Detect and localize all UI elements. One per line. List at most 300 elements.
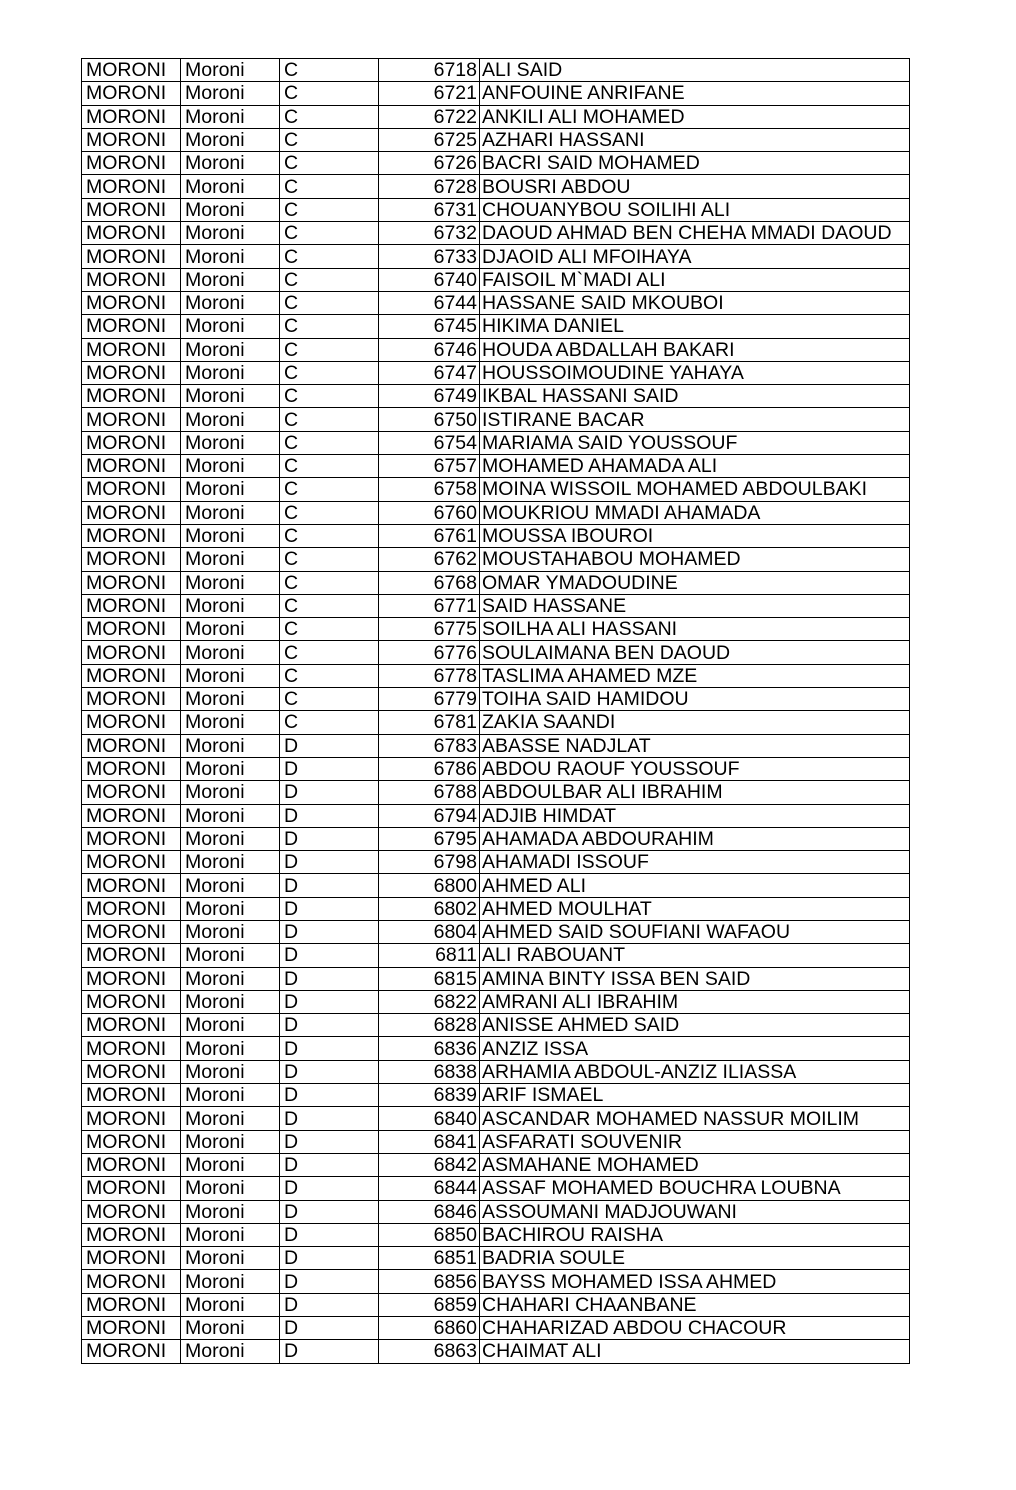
series-cell: D	[280, 874, 379, 897]
name-cell: AMINA BINTY ISSA BEN SAID	[480, 967, 910, 990]
region-cell: MORONI	[82, 1060, 181, 1083]
region-cell: MORONI	[82, 1153, 181, 1176]
number-cell: 6725	[379, 128, 480, 151]
city-cell: Moroni	[181, 618, 280, 641]
number-cell: 6856	[379, 1270, 480, 1293]
number-cell: 6846	[379, 1200, 480, 1223]
table-row	[82, 920, 910, 943]
region-cell: MORONI	[82, 478, 181, 501]
series-cell: C	[280, 641, 379, 664]
series-cell: C	[280, 291, 379, 314]
city-cell: Moroni	[181, 1107, 280, 1130]
number-cell: 6733	[379, 245, 480, 268]
number-cell: 6860	[379, 1317, 480, 1340]
series-cell: D	[280, 1200, 379, 1223]
table-row	[82, 361, 910, 384]
name-cell: BOUSRI ABDOU	[480, 175, 910, 198]
table-row	[82, 501, 910, 524]
series-cell: C	[280, 105, 379, 128]
series-cell: C	[280, 664, 379, 687]
region-cell: MORONI	[82, 827, 181, 850]
name-cell: ASFARATI SOUVENIR	[480, 1130, 910, 1153]
series-cell: D	[280, 920, 379, 943]
series-cell: C	[280, 268, 379, 291]
name-cell: BADRIA SOULE	[480, 1247, 910, 1270]
number-cell: 6795	[379, 827, 480, 850]
series-cell: C	[280, 455, 379, 478]
table-row	[82, 1293, 910, 1316]
name-cell: ABASSE NADJLAT	[480, 734, 910, 757]
region-cell: MORONI	[82, 757, 181, 780]
table-row	[82, 478, 910, 501]
region-cell: MORONI	[82, 618, 181, 641]
name-cell: MOUKRIOU MMADI AHAMADA	[480, 501, 910, 524]
table-row	[82, 664, 910, 687]
region-cell: MORONI	[82, 152, 181, 175]
name-cell: ALI RABOUANT	[480, 944, 910, 967]
region-cell: MORONI	[82, 1084, 181, 1107]
name-cell: ASMAHANE MOHAMED	[480, 1153, 910, 1176]
series-cell: D	[280, 804, 379, 827]
name-cell: ABDOULBAR ALI IBRAHIM	[480, 781, 910, 804]
city-cell: Moroni	[181, 804, 280, 827]
city-cell: Moroni	[181, 851, 280, 874]
city-cell: Moroni	[181, 524, 280, 547]
city-cell: Moroni	[181, 1317, 280, 1340]
table-row	[82, 82, 910, 105]
city-cell: Moroni	[181, 1340, 280, 1363]
city-cell: Moroni	[181, 128, 280, 151]
region-cell: MORONI	[82, 1270, 181, 1293]
city-cell: Moroni	[181, 385, 280, 408]
city-cell: Moroni	[181, 1223, 280, 1246]
table-row	[82, 105, 910, 128]
city-cell: Moroni	[181, 455, 280, 478]
city-cell: Moroni	[181, 245, 280, 268]
number-cell: 6775	[379, 618, 480, 641]
series-cell: C	[280, 198, 379, 221]
number-cell: 6800	[379, 874, 480, 897]
number-cell: 6838	[379, 1060, 480, 1083]
series-cell: D	[280, 1153, 379, 1176]
name-cell: HASSANE SAID MKOUBOI	[480, 291, 910, 314]
number-cell: 6768	[379, 571, 480, 594]
city-cell: Moroni	[181, 315, 280, 338]
city-cell: Moroni	[181, 711, 280, 734]
city-cell: Moroni	[181, 198, 280, 221]
series-cell: C	[280, 548, 379, 571]
city-cell: Moroni	[181, 897, 280, 920]
name-cell: SAID HASSANE	[480, 594, 910, 617]
number-cell: 6842	[379, 1153, 480, 1176]
number-cell: 6851	[379, 1247, 480, 1270]
region-cell: MORONI	[82, 548, 181, 571]
region-cell: MORONI	[82, 688, 181, 711]
table-row	[82, 268, 910, 291]
name-cell: BACRI SAID MOHAMED	[480, 152, 910, 175]
number-cell: 6732	[379, 222, 480, 245]
name-cell: CHAHARI CHAANBANE	[480, 1293, 910, 1316]
series-cell: D	[280, 827, 379, 850]
name-cell: CHAHARIZAD ABDOU CHACOUR	[480, 1317, 910, 1340]
number-cell: 6778	[379, 664, 480, 687]
name-cell: HIKIMA DANIEL	[480, 315, 910, 338]
number-cell: 6771	[379, 594, 480, 617]
table-row	[82, 734, 910, 757]
table-row	[82, 59, 910, 82]
city-cell: Moroni	[181, 291, 280, 314]
number-cell: 6850	[379, 1223, 480, 1246]
region-cell: MORONI	[82, 105, 181, 128]
name-cell: AHAMADI ISSOUF	[480, 851, 910, 874]
number-cell: 6844	[379, 1177, 480, 1200]
name-cell: ASCANDAR MOHAMED NASSUR MOILIM	[480, 1107, 910, 1130]
results-table-body	[82, 59, 910, 1364]
number-cell: 6828	[379, 1014, 480, 1037]
city-cell: Moroni	[181, 361, 280, 384]
region-cell: MORONI	[82, 711, 181, 734]
name-cell: HOUDA ABDALLAH BAKARI	[480, 338, 910, 361]
table-row	[82, 641, 910, 664]
city-cell: Moroni	[181, 1270, 280, 1293]
results-table	[81, 58, 910, 1364]
region-cell: MORONI	[82, 920, 181, 943]
region-cell: MORONI	[82, 571, 181, 594]
table-row	[82, 851, 910, 874]
series-cell: D	[280, 1340, 379, 1363]
number-cell: 6815	[379, 967, 480, 990]
table-row	[82, 1014, 910, 1037]
city-cell: Moroni	[181, 967, 280, 990]
region-cell: MORONI	[82, 990, 181, 1013]
name-cell: DJAOID ALI MFOIHAYA	[480, 245, 910, 268]
number-cell: 6779	[379, 688, 480, 711]
region-cell: MORONI	[82, 897, 181, 920]
city-cell: Moroni	[181, 1014, 280, 1037]
table-row	[82, 152, 910, 175]
number-cell: 6841	[379, 1130, 480, 1153]
series-cell: D	[280, 1014, 379, 1037]
number-cell: 6758	[379, 478, 480, 501]
table-row	[82, 1037, 910, 1060]
table-row	[82, 222, 910, 245]
name-cell: BAYSS MOHAMED ISSA AHMED	[480, 1270, 910, 1293]
region-cell: MORONI	[82, 222, 181, 245]
region-cell: MORONI	[82, 594, 181, 617]
table-row	[82, 291, 910, 314]
series-cell: C	[280, 431, 379, 454]
table-row	[82, 1200, 910, 1223]
city-cell: Moroni	[181, 82, 280, 105]
number-cell: 6757	[379, 455, 480, 478]
number-cell: 6802	[379, 897, 480, 920]
region-cell: MORONI	[82, 455, 181, 478]
table-row	[82, 827, 910, 850]
table-row	[82, 198, 910, 221]
city-cell: Moroni	[181, 641, 280, 664]
region-cell: MORONI	[82, 408, 181, 431]
region-cell: MORONI	[82, 1200, 181, 1223]
table-row	[82, 128, 910, 151]
series-cell: C	[280, 222, 379, 245]
name-cell: AHMED SAID SOUFIANI WAFAOU	[480, 920, 910, 943]
table-row	[82, 1223, 910, 1246]
region-cell: MORONI	[82, 1107, 181, 1130]
number-cell: 6750	[379, 408, 480, 431]
number-cell: 6840	[379, 1107, 480, 1130]
table-row	[82, 455, 910, 478]
name-cell: SOILHA ALI HASSANI	[480, 618, 910, 641]
table-row	[82, 594, 910, 617]
name-cell: AHMED MOULHAT	[480, 897, 910, 920]
name-cell: MOUSSA IBOUROI	[480, 524, 910, 547]
region-cell: MORONI	[82, 59, 181, 82]
name-cell: ASSOUMANI MADJOUWANI	[480, 1200, 910, 1223]
city-cell: Moroni	[181, 268, 280, 291]
name-cell: ABDOU RAOUF YOUSSOUF	[480, 757, 910, 780]
region-cell: MORONI	[82, 1317, 181, 1340]
series-cell: C	[280, 315, 379, 338]
name-cell: FAISOIL M`MADI ALI	[480, 268, 910, 291]
name-cell: ASSAF MOHAMED BOUCHRA LOUBNA	[480, 1177, 910, 1200]
city-cell: Moroni	[181, 431, 280, 454]
series-cell: C	[280, 711, 379, 734]
series-cell: C	[280, 571, 379, 594]
name-cell: OMAR YMADOUDINE	[480, 571, 910, 594]
series-cell: D	[280, 734, 379, 757]
city-cell: Moroni	[181, 920, 280, 943]
region-cell: MORONI	[82, 851, 181, 874]
region-cell: MORONI	[82, 128, 181, 151]
city-cell: Moroni	[181, 408, 280, 431]
series-cell: C	[280, 594, 379, 617]
region-cell: MORONI	[82, 268, 181, 291]
number-cell: 6744	[379, 291, 480, 314]
name-cell: MOHAMED AHAMADA ALI	[480, 455, 910, 478]
region-cell: MORONI	[82, 734, 181, 757]
number-cell: 6798	[379, 851, 480, 874]
series-cell: D	[280, 781, 379, 804]
city-cell: Moroni	[181, 688, 280, 711]
city-cell: Moroni	[181, 1084, 280, 1107]
table-row	[82, 688, 910, 711]
table-row	[82, 1130, 910, 1153]
name-cell: ISTIRANE BACAR	[480, 408, 910, 431]
series-cell: C	[280, 524, 379, 547]
number-cell: 6721	[379, 82, 480, 105]
table-row	[82, 618, 910, 641]
series-cell: C	[280, 82, 379, 105]
name-cell: SOULAIMANA BEN DAOUD	[480, 641, 910, 664]
series-cell: C	[280, 385, 379, 408]
name-cell: ANKILI ALI MOHAMED	[480, 105, 910, 128]
region-cell: MORONI	[82, 641, 181, 664]
number-cell: 6822	[379, 990, 480, 1013]
number-cell: 6776	[379, 641, 480, 664]
series-cell: C	[280, 408, 379, 431]
number-cell: 6754	[379, 431, 480, 454]
series-cell: D	[280, 1177, 379, 1200]
city-cell: Moroni	[181, 990, 280, 1013]
city-cell: Moroni	[181, 1247, 280, 1270]
region-cell: MORONI	[82, 338, 181, 361]
number-cell: 6783	[379, 734, 480, 757]
city-cell: Moroni	[181, 757, 280, 780]
region-cell: MORONI	[82, 291, 181, 314]
table-row	[82, 315, 910, 338]
region-cell: MORONI	[82, 874, 181, 897]
series-cell: C	[280, 59, 379, 82]
city-cell: Moroni	[181, 781, 280, 804]
series-cell: D	[280, 1270, 379, 1293]
region-cell: MORONI	[82, 198, 181, 221]
name-cell: CHAIMAT ALI	[480, 1340, 910, 1363]
name-cell: CHOUANYBOU SOILIHI ALI	[480, 198, 910, 221]
name-cell: HOUSSOIMOUDINE YAHAYA	[480, 361, 910, 384]
series-cell: D	[280, 1060, 379, 1083]
table-row	[82, 1107, 910, 1130]
city-cell: Moroni	[181, 1130, 280, 1153]
region-cell: MORONI	[82, 1293, 181, 1316]
city-cell: Moroni	[181, 105, 280, 128]
series-cell: D	[280, 944, 379, 967]
series-cell: C	[280, 618, 379, 641]
region-cell: MORONI	[82, 82, 181, 105]
name-cell: ADJIB HIMDAT	[480, 804, 910, 827]
table-row	[82, 967, 910, 990]
city-cell: Moroni	[181, 1037, 280, 1060]
name-cell: AZHARI HASSANI	[480, 128, 910, 151]
table-row	[82, 1247, 910, 1270]
name-cell: IKBAL HASSANI SAID	[480, 385, 910, 408]
series-cell: D	[280, 990, 379, 1013]
number-cell: 6760	[379, 501, 480, 524]
number-cell: 6718	[379, 59, 480, 82]
name-cell: ZAKIA SAANDI	[480, 711, 910, 734]
name-cell: ALI SAID	[480, 59, 910, 82]
table-row	[82, 1084, 910, 1107]
table-row	[82, 897, 910, 920]
region-cell: MORONI	[82, 1177, 181, 1200]
city-cell: Moroni	[181, 827, 280, 850]
region-cell: MORONI	[82, 944, 181, 967]
table-row	[82, 711, 910, 734]
table-row	[82, 757, 910, 780]
city-cell: Moroni	[181, 1153, 280, 1176]
city-cell: Moroni	[181, 59, 280, 82]
table-row	[82, 944, 910, 967]
table-row	[82, 1153, 910, 1176]
series-cell: C	[280, 478, 379, 501]
region-cell: MORONI	[82, 501, 181, 524]
city-cell: Moroni	[181, 1200, 280, 1223]
series-cell: D	[280, 757, 379, 780]
region-cell: MORONI	[82, 1223, 181, 1246]
series-cell: D	[280, 1317, 379, 1340]
series-cell: D	[280, 1107, 379, 1130]
number-cell: 6745	[379, 315, 480, 338]
city-cell: Moroni	[181, 944, 280, 967]
table-row	[82, 1060, 910, 1083]
region-cell: MORONI	[82, 361, 181, 384]
region-cell: MORONI	[82, 804, 181, 827]
region-cell: MORONI	[82, 967, 181, 990]
number-cell: 6794	[379, 804, 480, 827]
series-cell: D	[280, 967, 379, 990]
series-cell: D	[280, 897, 379, 920]
table-row	[82, 1270, 910, 1293]
name-cell: AMRANI ALI IBRAHIM	[480, 990, 910, 1013]
table-row	[82, 524, 910, 547]
table-row	[82, 408, 910, 431]
series-cell: D	[280, 851, 379, 874]
table-row	[82, 804, 910, 827]
name-cell: BACHIROU RAISHA	[480, 1223, 910, 1246]
table-row	[82, 1317, 910, 1340]
name-cell: ANZIZ ISSA	[480, 1037, 910, 1060]
table-row	[82, 1340, 910, 1363]
city-cell: Moroni	[181, 222, 280, 245]
table-row	[82, 385, 910, 408]
name-cell: ARHAMIA ABDOUL-ANZIZ ILIASSA	[480, 1060, 910, 1083]
number-cell: 6726	[379, 152, 480, 175]
region-cell: MORONI	[82, 664, 181, 687]
city-cell: Moroni	[181, 338, 280, 361]
series-cell: D	[280, 1223, 379, 1246]
number-cell: 6863	[379, 1340, 480, 1363]
region-cell: MORONI	[82, 431, 181, 454]
city-cell: Moroni	[181, 1293, 280, 1316]
region-cell: MORONI	[82, 1247, 181, 1270]
table-row	[82, 548, 910, 571]
number-cell: 6781	[379, 711, 480, 734]
region-cell: MORONI	[82, 385, 181, 408]
region-cell: MORONI	[82, 1130, 181, 1153]
table-row	[82, 990, 910, 1013]
name-cell: AHAMADA ABDOURAHIM	[480, 827, 910, 850]
series-cell: C	[280, 688, 379, 711]
number-cell: 6804	[379, 920, 480, 943]
name-cell: TOIHA SAID HAMIDOU	[480, 688, 910, 711]
name-cell: TASLIMA AHAMED MZE	[480, 664, 910, 687]
number-cell: 6746	[379, 338, 480, 361]
number-cell: 6761	[379, 524, 480, 547]
number-cell: 6731	[379, 198, 480, 221]
number-cell: 6788	[379, 781, 480, 804]
city-cell: Moroni	[181, 874, 280, 897]
city-cell: Moroni	[181, 152, 280, 175]
city-cell: Moroni	[181, 1177, 280, 1200]
city-cell: Moroni	[181, 501, 280, 524]
table-row	[82, 338, 910, 361]
city-cell: Moroni	[181, 571, 280, 594]
series-cell: D	[280, 1247, 379, 1270]
city-cell: Moroni	[181, 664, 280, 687]
series-cell: C	[280, 338, 379, 361]
number-cell: 6786	[379, 757, 480, 780]
name-cell: ANISSE AHMED SAID	[480, 1014, 910, 1037]
name-cell: AHMED ALI	[480, 874, 910, 897]
name-cell: ARIF ISMAEL	[480, 1084, 910, 1107]
region-cell: MORONI	[82, 175, 181, 198]
table-row	[82, 1177, 910, 1200]
city-cell: Moroni	[181, 594, 280, 617]
number-cell: 6740	[379, 268, 480, 291]
city-cell: Moroni	[181, 734, 280, 757]
name-cell: ANFOUINE ANRIFANE	[480, 82, 910, 105]
number-cell: 6762	[379, 548, 480, 571]
number-cell: 6859	[379, 1293, 480, 1316]
